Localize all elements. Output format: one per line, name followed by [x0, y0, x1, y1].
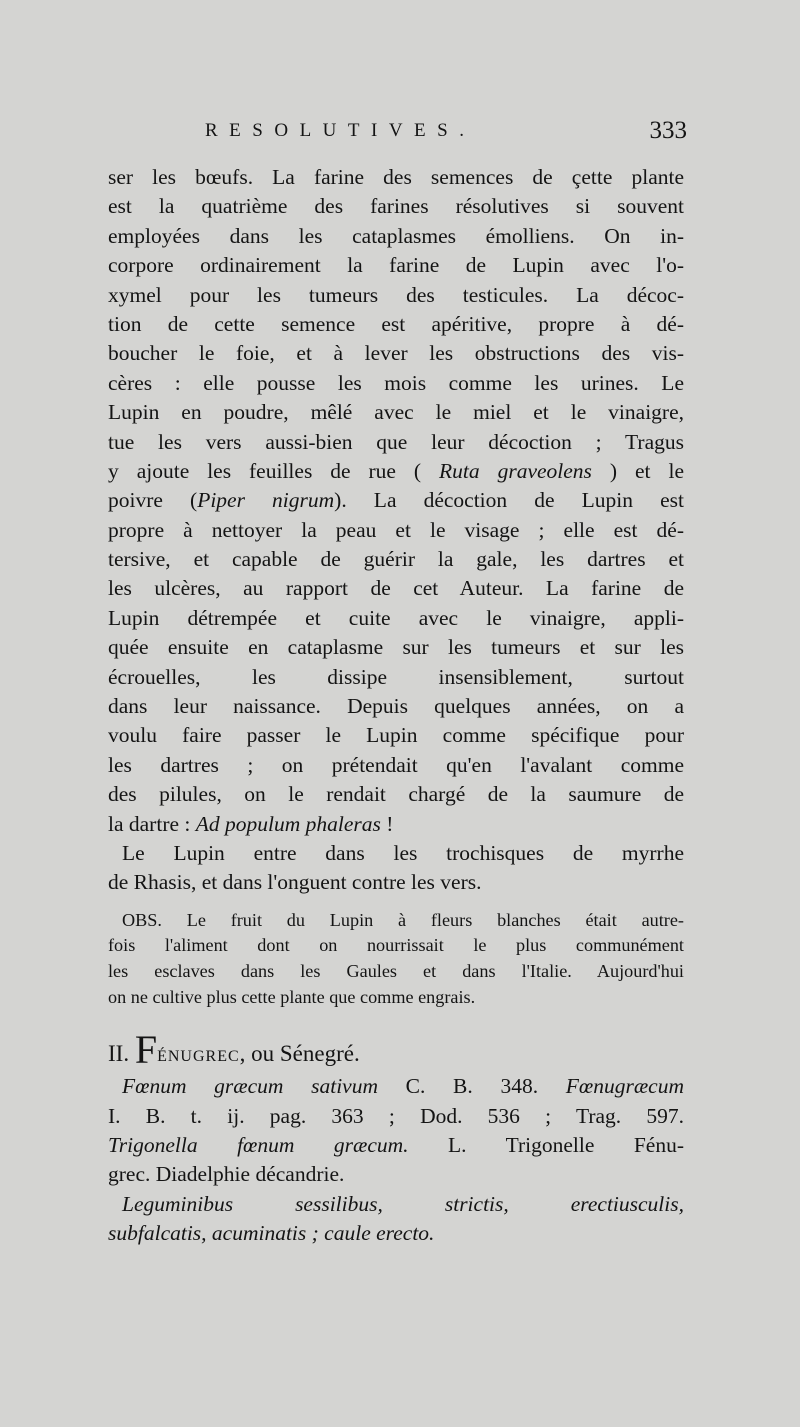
text-line: Le Lupin entre dans les trochisques de myrrhe	[122, 840, 684, 865]
page-header	[205, 117, 687, 150]
section-title: ÉNUGREC	[157, 1048, 240, 1066]
text-line: écrouelles, les dissipe insensiblement, surtout	[108, 664, 684, 689]
text-line: tersive, et capable de guérir la gale, les dartres et	[108, 547, 684, 572]
text-line: les dartres ; on prétendait qu'en l'avalant comme	[108, 752, 684, 777]
text-segment: poivre (	[108, 488, 198, 513]
text-line: OBS. Le fruit du Lupin à fleurs blanches était autre-	[122, 909, 684, 930]
latin-name: Ruta graveolens	[439, 458, 592, 483]
text-line: voulu faire passer le Lupin comme spécifique pour	[108, 723, 684, 748]
text-line: cères : elle pousse les mois comme les urines. Le	[108, 370, 684, 395]
observation-note	[108, 908, 684, 1010]
text-line	[108, 486, 684, 515]
text-line: employées dans les cataplasmes émolliens. On in-	[108, 223, 684, 248]
text-line: dans leur naissance. Depuis quelques années, on a	[108, 694, 684, 719]
latin-phrase: Ad populum phaleras	[195, 811, 381, 836]
text-line	[108, 1219, 684, 1248]
text-line: les ulcères, au rapport de cet Auteur. La farine de	[108, 576, 684, 601]
text-line: corpore ordinairement la farine de Lupin avec l'o-	[108, 253, 684, 278]
text-line: de Rhasis, et dans l'onguent contre les vers.	[108, 870, 482, 895]
section-title-suffix: , ou Sénegré.	[239, 1041, 360, 1067]
text-line: boucher le foie, et à lever les obstructions des vis-	[108, 341, 684, 366]
text-line: propre à nettoyer la peau et le visage ; elle est dé-	[108, 517, 684, 542]
text-line: des pilules, on le rendait chargé de la saumure de	[108, 782, 684, 807]
text-line: fois l'aliment dont on nourrissait le plus communément	[108, 935, 684, 956]
latin-description: Leguminibus sessilibus, strictis, erectiusculis,	[122, 1191, 684, 1216]
text-line: Lupin en poudre, mêlé avec le miel et le vinaigre,	[108, 400, 684, 425]
text-line	[108, 457, 684, 486]
text-line: les esclaves dans les Gaules et dans l'Italie. Aujourd'hui	[108, 960, 684, 981]
text-segment: C. B. 348.	[378, 1074, 566, 1099]
text-line: I. B. t. ij. pag. 363 ; Dod. 536 ; Trag. 597.	[108, 1103, 684, 1128]
paragraph-lupin-trochisques	[108, 839, 684, 898]
text-segment: ). La décoction de Lupin est	[334, 488, 684, 513]
text-line	[108, 1131, 684, 1160]
text-line	[108, 1072, 684, 1101]
section-heading-fenugrec	[108, 1028, 684, 1072]
running-head: RESOLUTIVES.	[205, 120, 476, 141]
latin-name: Trigonella fœnum græcum.	[108, 1132, 409, 1157]
synonyms-block	[108, 1072, 684, 1248]
section-number: II.	[108, 1041, 130, 1067]
text-line: tue les vers aussi-bien que leur décoction ; Tragus	[108, 429, 684, 454]
latin-name: Piper nigrum	[197, 488, 335, 513]
text-segment: !	[380, 811, 394, 836]
latin-name: Fœnugræcum	[565, 1074, 684, 1099]
text-line: quée ensuite en cataplasme sur les tumeurs et sur les	[108, 635, 684, 660]
spacer	[108, 898, 684, 908]
text-line	[108, 810, 684, 839]
spacer	[108, 1010, 684, 1028]
text-line: tion de cette semence est apéritive, propre à dé-	[108, 311, 684, 336]
text-segment: L. Trigonelle Fénu-	[408, 1132, 684, 1157]
body-text	[108, 163, 684, 1248]
paragraph-lupin-uses	[108, 163, 684, 839]
text-line: grec. Diadelphie décandrie.	[108, 1162, 345, 1187]
text-segment: la dartre :	[108, 811, 196, 836]
page-number: 333	[649, 117, 687, 144]
text-line: xymel pour les tumeurs des testicules. La décoc-	[108, 282, 684, 307]
text-line: ser les bœufs. La farine des semences de çette plante	[108, 165, 684, 189]
text-segment: y ajoute les feuilles de rue (	[108, 458, 422, 483]
text-line: Lupin détrempée et cuite avec le vinaigre, appli-	[108, 605, 684, 630]
latin-description: subfalcatis, acuminatis ; caule erecto.	[108, 1221, 435, 1246]
text-segment: ) et le	[609, 458, 684, 483]
text-line: on ne cultive plus cette plante que comme engrais.	[108, 986, 476, 1007]
text-line: est la quatrième des farines résolutives si souvent	[108, 194, 684, 219]
latin-name: Fœnum græcum sativum	[122, 1074, 378, 1099]
drop-initial: F	[134, 1027, 158, 1073]
text-line	[108, 1190, 684, 1219]
